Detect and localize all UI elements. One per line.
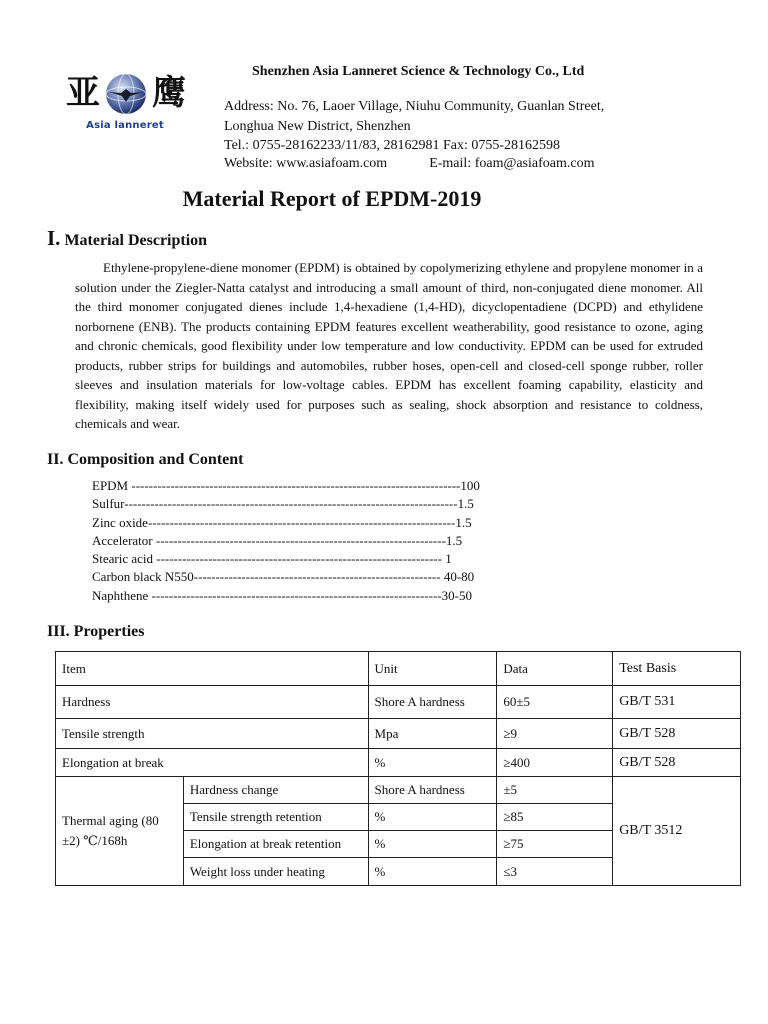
table-row [56,749,741,777]
row-data: ≥9 [497,719,613,749]
table-header-row [56,652,741,686]
table-row [56,777,741,804]
row-unit: Shore A hardness [368,777,497,804]
composition-item: EPDM ----------------------------------------------------------------------------100 [92,478,480,493]
row-basis: GB/T 528 [613,719,741,749]
row-data: ≤3 [497,858,613,886]
row-item: Elongation at break retention [183,831,368,858]
section-1-heading [47,226,207,251]
composition-list [92,477,480,605]
row-data: ≥75 [497,831,613,858]
section-1-title: Material Description [64,232,208,249]
row-unit: % [368,831,497,858]
row-item: Tensile strength retention [183,804,368,831]
row-item: Weight loss under heating [183,858,368,886]
header-test-basis: Test Basis [613,652,741,686]
logo-char-left: 亚 [66,73,100,113]
header-unit: Unit [368,652,497,686]
address-line-1: Address: No. 76, Laoer Village, Niuhu Community, Guanlan Street, [224,99,605,114]
section-3-heading: III. Properties [47,623,145,640]
row-data: ≥400 [497,749,613,777]
row-basis: GB/T 531 [613,686,741,719]
row-item: Tensile strength [56,719,369,749]
website: Website: www.asiafoam.com [224,156,388,171]
row-data: ≥85 [497,804,613,831]
logo-char-right: 鹰 [152,73,186,113]
globe-eagle-icon [104,72,148,116]
row-basis: GB/T 528 [613,749,741,777]
logo-caption: Asia lanneret [86,120,164,131]
section-2-heading: II. Composition and Content [47,451,244,468]
material-description-paragraph: Ethylene-propylene-diene monomer (EPDM) is obtained by copolymerizing ethylene and propylene monomer in a solution under the Ziegler-Natta catalyst and introducing a small amount of third, non-conjugated diene monomer. All the third monomer conjugated dienes include 1,4-hexadiene (1,4-HD), dicyclopentadiene (DCPD) and ethylidene norbornene (ENB). The products containing EPDM features excellent weatherability, good resistance to ozone, aging and chronic chemicals, good flexibility under low temperature and low conductivity. EPDM can be used for extruded products, rubber strips for buildings and automobiles, rubber hoses, open-cell and closed-cell sponge rubber, roller sleeves and insulation materials for low-voltage cables. EPDM has excellent foaming capability, elasticity and flexibility, making itself widely used for purposes such as sealing, shock absorption and resistance to coldness, chemicals and wear. [75,260,703,431]
properties-table [55,651,741,886]
row-data: ±5 [497,777,613,804]
row-unit: % [368,858,497,886]
company-name: Shenzhen Asia Lanneret Science & Technology Co., Ltd [252,64,585,79]
section-1-numeral: I. [47,226,61,250]
row-item: Hardness change [183,777,368,804]
company-logo [64,70,186,140]
web-email-line [224,155,594,173]
thermal-aging-label: Thermal aging (80 ±2) ℃/168h [56,777,184,886]
email: E-mail: foam@asiafoam.com [429,156,595,171]
composition-item: Zinc oxide-----------------------------------------------------------------------1.5 [92,514,472,530]
thermal-aging-basis: GB/T 3512 [613,777,741,886]
contact-line: Tel.: 0755-28162233/11/83, 28162981 Fax: 0755-28162598 [224,138,561,153]
document-title: Material Report of EPDM-2019 [182,186,482,211]
address-line-2: Longhua New District, Shenzhen [224,119,411,134]
composition-item: Stearic acid ------------------------------------------------------------------ 1 [92,551,452,567]
row-item: Elongation at break [56,749,369,777]
row-unit: Shore A hardness [368,686,497,719]
table-row [56,719,741,749]
row-item: Hardness [56,686,369,719]
header-item: Item [56,652,369,686]
row-unit: % [368,804,497,831]
header-data: Data [497,652,613,686]
row-unit: Mpa [368,719,497,749]
row-data: 60±5 [497,686,613,719]
composition-item: Naphthene -------------------------------------------------------------------30-50 [92,587,472,603]
composition-item: Accelerator -------------------------------------------------------------------1.5 [92,532,463,548]
composition-item: Carbon black N550--------------------------------------------------------- 40-80 [92,569,475,585]
table-row [56,686,741,719]
composition-item: Sulfur-----------------------------------------------------------------------------1.5 [92,496,474,512]
row-unit: % [368,749,497,777]
